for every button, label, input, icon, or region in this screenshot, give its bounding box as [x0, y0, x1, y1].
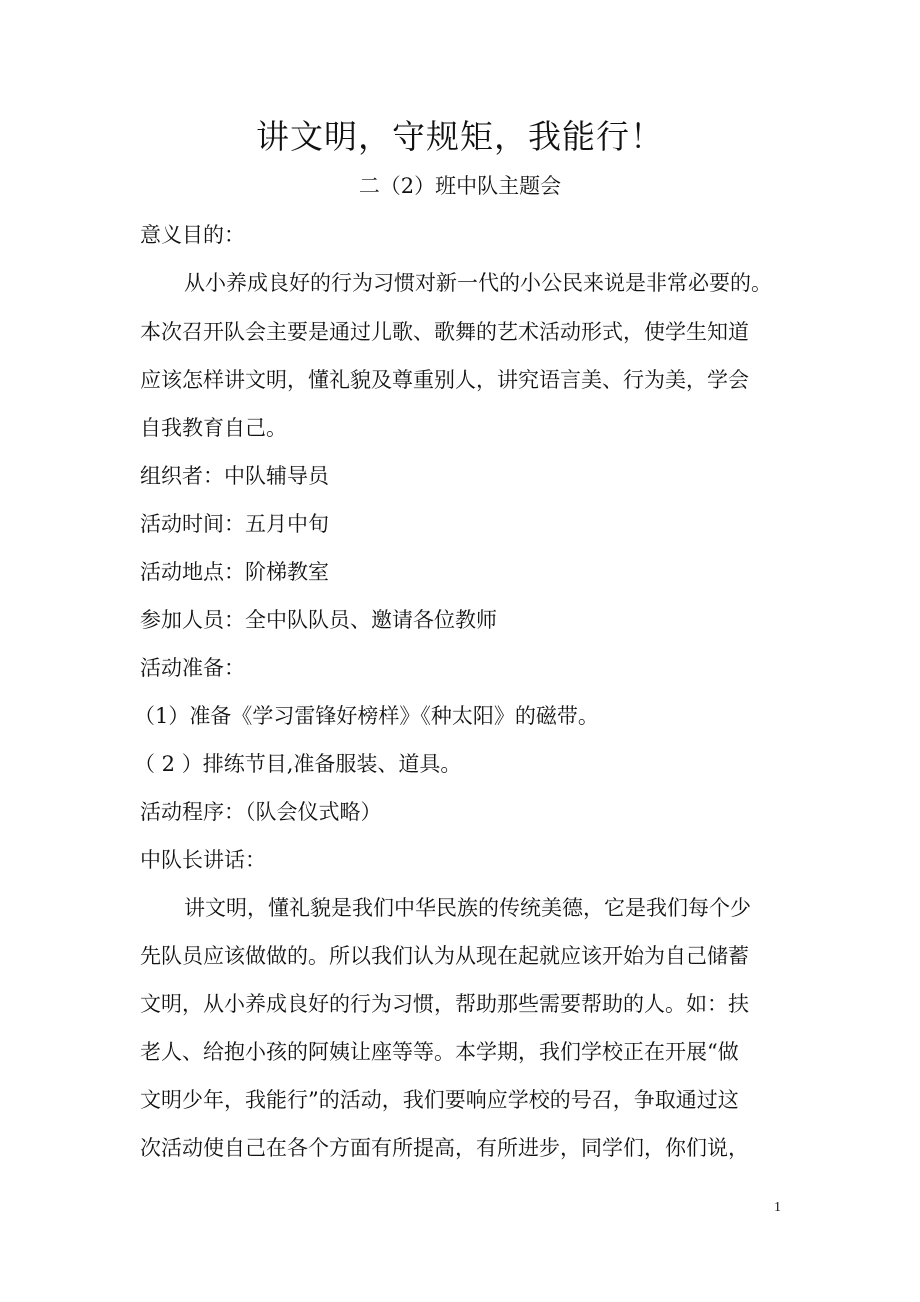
- purpose-heading: 意义目的：: [140, 223, 245, 247]
- speech-line: 老人、给抱小孩的阿姨让座等等。本学期，我们学校正在开展“做: [140, 1040, 739, 1064]
- procedure-line: 活动程序：（队会仪式略）: [140, 800, 382, 824]
- organizer-line: 组织者：中队辅导员: [140, 464, 329, 488]
- document-title: 讲文明，守规矩，我能行！: [256, 117, 664, 156]
- speech-heading: 中队长讲话：: [140, 848, 266, 872]
- speech-line: 文明少年，我能行”的活动，我们要响应学校的号召，争取通过这: [140, 1088, 739, 1112]
- time-line: 活动时间：五月中旬: [140, 512, 329, 536]
- speech-line: 文明，从小养成良好的行为习惯，帮助那些需要帮助的人。如：扶: [140, 992, 749, 1016]
- purpose-line: 应该怎样讲文明，懂礼貌及尊重别人，讲究语言美、行为美，学会: [140, 368, 749, 392]
- prep-heading: 活动准备：: [140, 656, 245, 680]
- purpose-line: 自我教育自己。: [140, 416, 287, 440]
- prep-item: （1）准备《学习雷锋好榜样》《种太阳》的磁带。: [134, 704, 599, 728]
- purpose-line: 从小养成良好的行为习惯对新一代的小公民来说是非常必要的。: [184, 271, 772, 295]
- speech-line: 先队员应该做做的。所以我们认为从现在起就应该开始为自己储蓄: [140, 944, 749, 968]
- location-line: 活动地点：阶梯教室: [140, 560, 329, 584]
- prep-item: （ 2 ）排练节目,准备服装、道具。: [134, 752, 462, 776]
- participants-line: 参加人员：全中队队员、邀请各位教师: [140, 608, 497, 632]
- speech-line: 讲文明，懂礼貌是我们中华民族的传统美德，它是我们每个少: [184, 896, 751, 920]
- document-subtitle: 二（2）班中队主题会: [358, 174, 562, 198]
- purpose-line: 本次召开队会主要是通过儿歌、歌舞的艺术活动形式，使学生知道: [140, 320, 749, 344]
- page-number: 1: [774, 1200, 781, 1215]
- speech-line: 次活动使自己在各个方面有所提高，有所进步，同学们，你们说，: [140, 1136, 749, 1160]
